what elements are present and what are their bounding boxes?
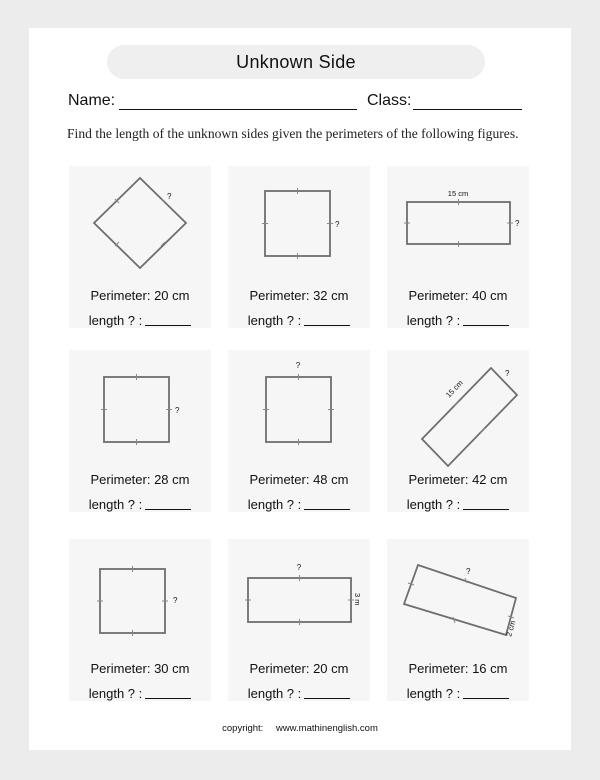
perimeter-text: Perimeter: 30 cm (90, 661, 190, 676)
figure-card-4 (69, 350, 211, 512)
side-label: ? (295, 361, 301, 370)
figure-card-8 (228, 539, 370, 701)
length-answer (228, 497, 370, 512)
perimeter-text: Perimeter: 28 cm (90, 472, 190, 487)
square-figure (228, 166, 370, 286)
footer (29, 723, 571, 734)
length-label: length ? : (247, 686, 302, 701)
answer-blank[interactable] (145, 313, 191, 326)
side-label: ? (515, 219, 520, 228)
name-field[interactable] (119, 109, 357, 110)
length-answer (387, 497, 529, 512)
answer-blank[interactable] (145, 686, 191, 699)
side-label: 15 cm (447, 189, 469, 198)
length-answer (228, 313, 370, 328)
answer-blank[interactable] (304, 313, 350, 326)
perimeter-text: Perimeter: 48 cm (249, 472, 349, 487)
side-label: 15 cm (443, 378, 465, 400)
perimeter-text: Perimeter: 42 cm (408, 472, 508, 487)
side-label: ? (466, 567, 471, 576)
side-label: ? (167, 192, 172, 201)
answer-blank[interactable] (463, 313, 509, 326)
length-answer (69, 313, 211, 328)
name-class-row (68, 90, 538, 114)
square-figure (69, 350, 211, 470)
side-label: 3 m (353, 593, 362, 606)
length-label: length ? : (247, 313, 302, 328)
figure-card-1 (69, 166, 211, 328)
name-label: Name: (68, 92, 116, 109)
class-label: Class: (367, 92, 412, 109)
perimeter-text: Perimeter: 40 cm (408, 288, 508, 303)
figure-card-3 (387, 166, 529, 328)
answer-blank[interactable] (463, 497, 509, 510)
figure-card-6 (387, 350, 529, 512)
side-label: ? (175, 406, 180, 415)
answer-blank[interactable] (145, 497, 191, 510)
figure-card-9 (387, 539, 529, 701)
instructions: Find the length of the unknown sides given the perimeters of the following figures. (67, 126, 519, 141)
perimeter-text: Perimeter: 20 cm (90, 288, 190, 303)
length-label: length ? : (88, 497, 143, 512)
length-label: length ? : (88, 313, 143, 328)
square-figure (69, 539, 211, 659)
answer-blank[interactable] (463, 686, 509, 699)
length-answer (69, 497, 211, 512)
figure-card-5 (228, 350, 370, 512)
length-label: length ? : (406, 313, 461, 328)
length-label: length ? : (406, 686, 461, 701)
side-label: ? (335, 220, 340, 229)
length-label: length ? : (88, 686, 143, 701)
copyright-label: copyright: (222, 723, 264, 734)
side-label: ? (296, 563, 302, 572)
website-link[interactable]: www.mathinenglish.com (275, 723, 378, 734)
rotated-rectangle-figure (387, 539, 529, 659)
length-answer (228, 686, 370, 701)
square-figure (228, 350, 370, 470)
figure-card-7 (69, 539, 211, 701)
perimeter-text: Perimeter: 20 cm (249, 661, 349, 676)
perimeter-text: Perimeter: 16 cm (408, 661, 508, 676)
rotated-rectangle-figure (387, 350, 529, 470)
answer-blank[interactable] (304, 497, 350, 510)
perimeter-text: Perimeter: 32 cm (249, 288, 349, 303)
side-label: ? (505, 369, 510, 378)
side-label: ? (173, 596, 178, 605)
rectangle-figure (228, 539, 370, 659)
length-answer (387, 686, 529, 701)
class-field[interactable] (413, 109, 522, 110)
length-label: length ? : (247, 497, 302, 512)
rhombus-figure (69, 166, 211, 286)
answer-blank[interactable] (304, 686, 350, 699)
length-answer (387, 313, 529, 328)
figure-card-2 (228, 166, 370, 328)
length-label: length ? : (406, 497, 461, 512)
side-label: 2 cm (504, 619, 518, 638)
length-answer (69, 686, 211, 701)
worksheet-page (29, 28, 571, 750)
rectangle-figure (387, 166, 529, 286)
worksheet-title: Unknown Side (107, 45, 485, 79)
